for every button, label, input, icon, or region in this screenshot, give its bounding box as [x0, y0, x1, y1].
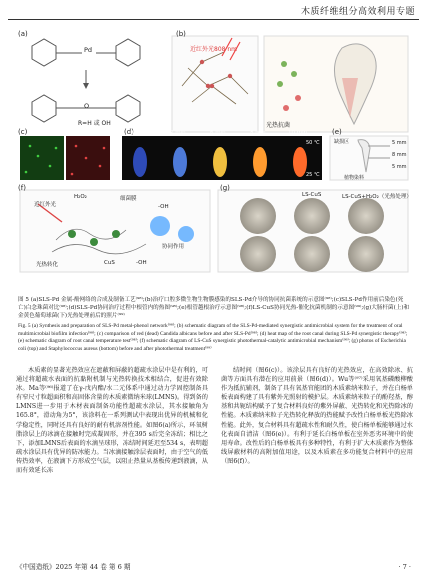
panel-d-t3: 8 min — [250, 130, 266, 136]
panel-label-a: (a) — [18, 30, 28, 38]
panel-d-heatmaps — [122, 136, 322, 180]
figure-caption-en: Fig. 5 (a) Synthesis and preparation of SLS-Pd metal-phenol network⁽⁹⁸⁾; (b) schematic diagram of the SLS-Pd-mediated synergistic antimicrobial system for the treatment of oral multimicrobial biofilm infection⁽⁹⁸⁾; (c) comparison of red (dead) Candida albicans before and after SLS-Pd⁽⁹⁸⁾; (d) heat map of the root canal during SLS-Pd synergistic therapy⁽⁹⁸⁾; (e) schematic diagram of root canal temperature test⁽⁹⁸⁾; (f) schematic diagram of LS-CuS synergistic photothermal-catalytic antimicrobial mechanism⁽⁹⁹⁾; (g) photos of Escherichia coli (top) and Staphylococcus aureus (bottom) before and after photothermal treatment⁽⁹⁹⁾ — [18, 323, 408, 352]
header-rule — [8, 19, 419, 20]
panel-d-scale-high: 50 ℃ — [306, 140, 320, 146]
panel-f-label-oh-a: -OH — [158, 204, 169, 210]
panel-e-label-5mm-a: 5 mm — [392, 140, 407, 146]
panel-f-label-photothermal: 光热转化 — [36, 262, 59, 268]
running-header-title: 木质纤维组分高效利用专题 — [300, 7, 415, 17]
panel-label-f: (f) — [18, 184, 26, 192]
panel-d-t1: 2 min — [170, 130, 186, 136]
panel-f-label-synergy: 协同作用 — [162, 244, 185, 250]
panel-d-t2: 6 min — [210, 130, 226, 136]
page-number: · 7 · — [398, 563, 411, 571]
journal-footer: 《中国造纸》2025 年第 44 卷 第 6 期 — [16, 563, 131, 571]
panel-d-t0: 0 min — [130, 130, 146, 136]
panel-a-pd: Pd — [84, 46, 93, 54]
panel-g-col-2: LS-CuS+H₂O₂（光热处理） — [342, 194, 412, 200]
panel-label-g: (g) — [220, 184, 230, 192]
panel-a-r-note: R=H 或 OH — [78, 120, 111, 127]
panel-e-label-dye: 植物染料 — [344, 175, 365, 181]
panel-label-d: (d) — [124, 128, 134, 136]
panel-f-label-oh-b: -OH — [136, 260, 147, 266]
figure-5-graphic — [12, 28, 414, 278]
body-paragraph-right: 结时间（图6(c)）。该涂层具有良好的光热效应，在高效除冰、抗菌等方面具有潜在的应用前景（图6(d)）。Wu等⁽⁹⁷⁾采用氧基磷酸柳酸作为抵抗辅剂，制备了具有氧基官能团的木质素纳米粒子，并在白杨单板表面构建了具有紫外光照射的模护层。木质素纳米粒子的酚羟基，醇基和共轭结构赋予了复合材料良好的紫外屏蔽、光热转化和光热除冰的性能。木质素纳米粒子光热转化释放的热能赋予改性白杨单板光热除冰性能。此外，复合材料具有超疏水性和耐久性，使白杨单板能够通过水化表面自清洁（图6(e)）。有利于延长白杨单板在室外恶劣环境中的使用寿命。改性后的白杨单板具有多种特性，有利于扩大木质素作为整体线屏蔽材料的高附加值用途，以及木质素在多功能复合材料中的应用（图6(f)）。 — [221, 367, 413, 465]
panel-d-t4: 10 min — [288, 130, 308, 136]
panel-b-light: 近红外光808 nm — [190, 46, 238, 53]
body-paragraph-left: 木质素的显著光热效应在遮蔽和屏蔽的超疏水涂层中是有利的，可通过将超疏水表面的抗黏附机制与光热转换技术相结合，促进有效除冰。Ma等⁽⁹⁶⁾报道了在γ-戊内酯/水二元体系中通过动力学固控制备具有窄尺寸粒超面积和高固体含量的木质素微纳米球(LMNS)。得到备的LMNS进一步用于木材表面制备功能性超疏水涂层，其水接触角为165.8°，滑动角为5°，该涂料在一系列测试中表现出优异的机械和化学稳定性，同时还具有良好的耐有机溶剂性能。如图6(a)所示，环氧树脂涂层上的冰滴在接触时完成凝固形，并在395 s后完全冻结；相比之下，添加LMNS后表面的水滴呈球形，冻结时间延迟至534 s，表明超疏水涂层具有优异的防冰能力。当冰滴接触涂层表面时，由于空气的低传热效率，在液滴下方形成空气层，以阻止热量从基板传递到液滴，从而有效延长冻 — [16, 367, 208, 475]
panel-b-tooth — [264, 36, 408, 132]
panel-label-e: (e) — [332, 128, 342, 136]
body-column-right — [221, 366, 413, 466]
panel-f-label-cus: CuS — [104, 260, 115, 266]
panel-g-plates — [218, 190, 408, 272]
panel-a-o: O — [84, 102, 90, 110]
panel-e-label-5mm-b: 5 mm — [392, 164, 407, 170]
panel-d-scale-low: 25 ℃ — [306, 172, 320, 178]
panel-e-label-defect: 缺损区 — [334, 139, 350, 145]
body-column-left — [16, 366, 208, 475]
panel-f-label-membrane: 细菌膜 — [120, 196, 137, 202]
panel-c-fluorescence — [20, 136, 110, 180]
figure-5 — [12, 28, 414, 278]
figure-caption-zh: 图 5 (a)SLS-Pd 金属-酚网络的合成及制备工艺⁽⁹⁸⁾;(b)治疗口腔多微生物生物膜感染的SLS-Pd介导的协同抗菌系统的示意图⁽⁹⁸⁾;(c)SLS-Pd作用前后染色(死亡)白念珠菌对比⁽⁹⁸⁾;(d)SLS-Pd协同治疗过程中根管内的热图⁽⁹⁸⁾;(e)根管越根治疗示意图⁽⁹⁸⁾;(f)LS-CuS协同光热-催化抗菌机制的示意图⁽⁹⁹⁾;(g)大肠杆菌(上)和金黄色葡萄球菌(下)光热处理前后的照片⁽⁹⁹⁾ — [18, 297, 410, 319]
panel-label-c: (c) — [18, 128, 28, 136]
panel-b-antibacterial: 光热抗菌 — [266, 122, 291, 129]
panel-f-label-nir: 近红外光 — [34, 202, 57, 208]
panel-g-col-1: LS-CuS — [302, 192, 322, 198]
panel-label-b: (b) — [176, 30, 186, 38]
panel-f-label-h2o2: H₂O₂ — [74, 194, 87, 200]
panel-e-label-8mm: 8 mm — [392, 152, 407, 158]
